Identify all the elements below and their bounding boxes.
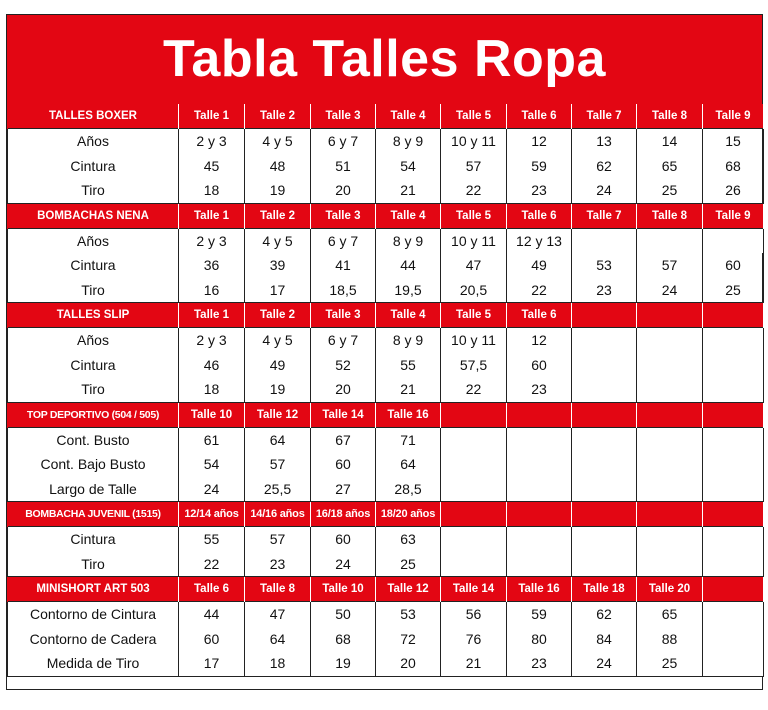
measure-value: 55 bbox=[179, 527, 245, 552]
table-row bbox=[8, 253, 764, 278]
size-header: Talle 9 bbox=[703, 104, 764, 129]
measure-value: 12 bbox=[507, 328, 572, 353]
empty-cell bbox=[441, 527, 507, 552]
section-header-row bbox=[8, 402, 764, 427]
measure-value: 23 bbox=[507, 651, 572, 676]
size-header: Talle 8 bbox=[637, 203, 703, 228]
measure-label: Años bbox=[8, 129, 179, 154]
table-row bbox=[8, 129, 764, 154]
measure-value: 60 bbox=[311, 527, 376, 552]
measure-value: 64 bbox=[376, 452, 441, 477]
size-header: Talle 6 bbox=[507, 303, 572, 328]
table-row bbox=[8, 477, 764, 502]
empty-cell bbox=[572, 228, 637, 253]
empty-cell bbox=[703, 377, 764, 402]
table-row bbox=[8, 278, 764, 303]
measure-label: Cont. Busto bbox=[8, 427, 179, 452]
size-header: Talle 5 bbox=[441, 104, 507, 129]
measure-value: 60 bbox=[703, 253, 764, 278]
measure-value: 24 bbox=[572, 178, 637, 203]
measure-value: 18 bbox=[179, 377, 245, 402]
section-header-row bbox=[8, 577, 764, 602]
page-title: Tabla Talles Ropa bbox=[7, 15, 762, 104]
empty-header-cell bbox=[703, 577, 764, 602]
table-row bbox=[8, 627, 764, 652]
empty-cell bbox=[703, 627, 764, 652]
empty-header-cell bbox=[637, 303, 703, 328]
size-header: Talle 10 bbox=[179, 402, 245, 427]
size-header: Talle 6 bbox=[179, 577, 245, 602]
size-header: Talle 9 bbox=[703, 203, 764, 228]
size-header: Talle 8 bbox=[245, 577, 311, 602]
measure-label: Años bbox=[8, 328, 179, 353]
empty-header-cell bbox=[507, 502, 572, 527]
empty-cell bbox=[703, 427, 764, 452]
measure-label: Cont. Bajo Busto bbox=[8, 452, 179, 477]
empty-cell bbox=[572, 328, 637, 353]
measure-value: 68 bbox=[703, 154, 764, 179]
measure-value: 62 bbox=[572, 602, 637, 627]
measure-value: 59 bbox=[507, 602, 572, 627]
empty-header-cell bbox=[703, 303, 764, 328]
measure-value: 39 bbox=[245, 253, 311, 278]
empty-header-cell bbox=[572, 502, 637, 527]
empty-cell bbox=[572, 477, 637, 502]
size-header: Talle 1 bbox=[179, 203, 245, 228]
section-title: TALLES SLIP bbox=[8, 303, 179, 328]
section-header-row bbox=[8, 203, 764, 228]
measure-value: 4 y 5 bbox=[245, 228, 311, 253]
size-header: Talle 18 bbox=[572, 577, 637, 602]
measure-label: Contorno de Cadera bbox=[8, 627, 179, 652]
measure-value: 21 bbox=[441, 651, 507, 676]
measure-value: 2 y 3 bbox=[179, 328, 245, 353]
size-header: Talle 2 bbox=[245, 303, 311, 328]
size-header: Talle 7 bbox=[572, 104, 637, 129]
empty-cell bbox=[703, 328, 764, 353]
measure-value: 8 y 9 bbox=[376, 129, 441, 154]
measure-value: 25 bbox=[376, 552, 441, 577]
measure-value: 54 bbox=[179, 452, 245, 477]
measure-value: 8 y 9 bbox=[376, 328, 441, 353]
table-row bbox=[8, 602, 764, 627]
measure-value: 17 bbox=[245, 278, 311, 303]
table-row bbox=[8, 452, 764, 477]
measure-value: 44 bbox=[179, 602, 245, 627]
measure-value: 48 bbox=[245, 154, 311, 179]
size-header: Talle 2 bbox=[245, 104, 311, 129]
measure-value: 65 bbox=[637, 602, 703, 627]
measure-value: 24 bbox=[572, 651, 637, 676]
table-row bbox=[8, 328, 764, 353]
empty-cell bbox=[441, 452, 507, 477]
measure-value: 13 bbox=[572, 129, 637, 154]
measure-value: 49 bbox=[245, 353, 311, 378]
measure-value: 6 y 7 bbox=[311, 129, 376, 154]
measure-value: 25,5 bbox=[245, 477, 311, 502]
measure-value: 4 y 5 bbox=[245, 328, 311, 353]
size-table bbox=[7, 104, 764, 677]
measure-value: 16 bbox=[179, 278, 245, 303]
measure-value: 72 bbox=[376, 627, 441, 652]
measure-value: 25 bbox=[637, 651, 703, 676]
size-header: Talle 7 bbox=[572, 203, 637, 228]
measure-value: 2 y 3 bbox=[179, 129, 245, 154]
measure-value: 57 bbox=[245, 527, 311, 552]
empty-cell bbox=[572, 427, 637, 452]
measure-value: 51 bbox=[311, 154, 376, 179]
empty-cell bbox=[572, 353, 637, 378]
measure-value: 24 bbox=[179, 477, 245, 502]
measure-value: 28,5 bbox=[376, 477, 441, 502]
section-header-row bbox=[8, 502, 764, 527]
measure-value: 18 bbox=[179, 178, 245, 203]
measure-label: Tiro bbox=[8, 178, 179, 203]
measure-label: Medida de Tiro bbox=[8, 651, 179, 676]
measure-value: 20 bbox=[376, 651, 441, 676]
measure-value: 46 bbox=[179, 353, 245, 378]
empty-cell bbox=[703, 477, 764, 502]
measure-value: 41 bbox=[311, 253, 376, 278]
measure-value: 45 bbox=[179, 154, 245, 179]
measure-value: 12 y 13 bbox=[507, 228, 572, 253]
empty-header-cell bbox=[637, 502, 703, 527]
measure-value: 22 bbox=[441, 178, 507, 203]
empty-cell bbox=[637, 377, 703, 402]
empty-cell bbox=[703, 452, 764, 477]
measure-label: Tiro bbox=[8, 552, 179, 577]
measure-value: 25 bbox=[637, 178, 703, 203]
measure-value: 62 bbox=[572, 154, 637, 179]
table-row bbox=[8, 427, 764, 452]
size-header: 12/14 años bbox=[179, 502, 245, 527]
measure-value: 10 y 11 bbox=[441, 129, 507, 154]
measure-value: 19 bbox=[245, 377, 311, 402]
table-row bbox=[8, 154, 764, 179]
measure-value: 53 bbox=[376, 602, 441, 627]
measure-value: 60 bbox=[507, 353, 572, 378]
table-row bbox=[8, 527, 764, 552]
measure-value: 57,5 bbox=[441, 353, 507, 378]
empty-cell bbox=[572, 452, 637, 477]
measure-value: 24 bbox=[637, 278, 703, 303]
empty-header-cell bbox=[703, 402, 764, 427]
measure-value: 23 bbox=[507, 178, 572, 203]
empty-cell bbox=[572, 527, 637, 552]
empty-header-cell bbox=[572, 303, 637, 328]
empty-cell bbox=[703, 651, 764, 676]
table-row bbox=[8, 178, 764, 203]
size-chart bbox=[6, 14, 763, 690]
section-header-row bbox=[8, 104, 764, 129]
empty-cell bbox=[703, 353, 764, 378]
measure-value: 67 bbox=[311, 427, 376, 452]
empty-cell bbox=[507, 427, 572, 452]
size-header: 18/20 años bbox=[376, 502, 441, 527]
size-header: Talle 12 bbox=[376, 577, 441, 602]
measure-value: 12 bbox=[507, 129, 572, 154]
empty-cell bbox=[507, 477, 572, 502]
measure-value: 6 y 7 bbox=[311, 328, 376, 353]
measure-label: Cintura bbox=[8, 154, 179, 179]
measure-value: 8 y 9 bbox=[376, 228, 441, 253]
empty-header-cell bbox=[441, 402, 507, 427]
empty-header-cell bbox=[572, 402, 637, 427]
table-row bbox=[8, 228, 764, 253]
measure-value: 14 bbox=[637, 129, 703, 154]
measure-value: 60 bbox=[179, 627, 245, 652]
measure-value: 17 bbox=[179, 651, 245, 676]
measure-label: Años bbox=[8, 228, 179, 253]
section-title: MINISHORT ART 503 bbox=[8, 577, 179, 602]
size-header: Talle 2 bbox=[245, 203, 311, 228]
size-header: Talle 14 bbox=[311, 402, 376, 427]
measure-value: 20,5 bbox=[441, 278, 507, 303]
size-header: Talle 4 bbox=[376, 104, 441, 129]
size-header: Talle 3 bbox=[311, 104, 376, 129]
measure-value: 23 bbox=[572, 278, 637, 303]
measure-value: 23 bbox=[245, 552, 311, 577]
measure-value: 47 bbox=[245, 602, 311, 627]
empty-cell bbox=[637, 427, 703, 452]
measure-label: Cintura bbox=[8, 353, 179, 378]
measure-value: 53 bbox=[572, 253, 637, 278]
size-header: Talle 5 bbox=[441, 203, 507, 228]
empty-header-cell bbox=[703, 502, 764, 527]
measure-value: 20 bbox=[311, 178, 376, 203]
measure-label: Tiro bbox=[8, 278, 179, 303]
measure-value: 84 bbox=[572, 627, 637, 652]
measure-value: 57 bbox=[637, 253, 703, 278]
measure-value: 76 bbox=[441, 627, 507, 652]
measure-value: 59 bbox=[507, 154, 572, 179]
empty-cell bbox=[507, 527, 572, 552]
size-header: Talle 4 bbox=[376, 303, 441, 328]
measure-value: 61 bbox=[179, 427, 245, 452]
size-header: Talle 3 bbox=[311, 203, 376, 228]
empty-cell bbox=[637, 353, 703, 378]
measure-value: 54 bbox=[376, 154, 441, 179]
measure-value: 49 bbox=[507, 253, 572, 278]
empty-cell bbox=[637, 527, 703, 552]
size-header: Talle 4 bbox=[376, 203, 441, 228]
measure-value: 52 bbox=[311, 353, 376, 378]
section-title: TALLES BOXER bbox=[8, 104, 179, 129]
measure-value: 20 bbox=[311, 377, 376, 402]
size-header: Talle 6 bbox=[507, 203, 572, 228]
size-header: Talle 20 bbox=[637, 577, 703, 602]
measure-value: 71 bbox=[376, 427, 441, 452]
measure-value: 21 bbox=[376, 178, 441, 203]
measure-label: Largo de Talle bbox=[8, 477, 179, 502]
measure-value: 2 y 3 bbox=[179, 228, 245, 253]
empty-cell bbox=[572, 552, 637, 577]
measure-value: 22 bbox=[179, 552, 245, 577]
size-header: Talle 8 bbox=[637, 104, 703, 129]
measure-value: 18 bbox=[245, 651, 311, 676]
measure-value: 19 bbox=[245, 178, 311, 203]
empty-cell bbox=[637, 452, 703, 477]
measure-value: 64 bbox=[245, 627, 311, 652]
measure-label: Tiro bbox=[8, 377, 179, 402]
size-header: Talle 16 bbox=[507, 577, 572, 602]
section-title: BOMBACHA JUVENIL (1515) bbox=[8, 502, 179, 527]
measure-value: 57 bbox=[441, 154, 507, 179]
measure-value: 80 bbox=[507, 627, 572, 652]
measure-value: 22 bbox=[441, 377, 507, 402]
measure-value: 88 bbox=[637, 627, 703, 652]
measure-value: 64 bbox=[245, 427, 311, 452]
measure-value: 10 y 11 bbox=[441, 228, 507, 253]
empty-cell bbox=[703, 228, 764, 253]
measure-value: 23 bbox=[507, 377, 572, 402]
size-header: Talle 12 bbox=[245, 402, 311, 427]
measure-label: Cintura bbox=[8, 253, 179, 278]
size-header: Talle 6 bbox=[507, 104, 572, 129]
measure-value: 22 bbox=[507, 278, 572, 303]
empty-header-cell bbox=[507, 402, 572, 427]
measure-value: 68 bbox=[311, 627, 376, 652]
measure-value: 65 bbox=[637, 154, 703, 179]
measure-value: 44 bbox=[376, 253, 441, 278]
measure-value: 10 y 11 bbox=[441, 328, 507, 353]
empty-cell bbox=[572, 377, 637, 402]
measure-value: 24 bbox=[311, 552, 376, 577]
measure-value: 27 bbox=[311, 477, 376, 502]
section-header-row bbox=[8, 303, 764, 328]
empty-cell bbox=[441, 552, 507, 577]
empty-cell bbox=[441, 427, 507, 452]
size-header: Talle 1 bbox=[179, 303, 245, 328]
empty-cell bbox=[703, 602, 764, 627]
size-header: 14/16 años bbox=[245, 502, 311, 527]
empty-cell bbox=[637, 552, 703, 577]
measure-value: 19 bbox=[311, 651, 376, 676]
table-row bbox=[8, 552, 764, 577]
measure-value: 26 bbox=[703, 178, 764, 203]
measure-value: 60 bbox=[311, 452, 376, 477]
measure-value: 6 y 7 bbox=[311, 228, 376, 253]
size-header: Talle 5 bbox=[441, 303, 507, 328]
section-title: TOP DEPORTIVO (504 / 505) bbox=[8, 402, 179, 427]
empty-cell bbox=[703, 552, 764, 577]
measure-label: Cintura bbox=[8, 527, 179, 552]
table-row bbox=[8, 353, 764, 378]
empty-header-cell bbox=[441, 502, 507, 527]
measure-value: 47 bbox=[441, 253, 507, 278]
empty-cell bbox=[507, 552, 572, 577]
measure-value: 55 bbox=[376, 353, 441, 378]
measure-value: 18,5 bbox=[311, 278, 376, 303]
table-row bbox=[8, 651, 764, 676]
measure-value: 50 bbox=[311, 602, 376, 627]
measure-value: 56 bbox=[441, 602, 507, 627]
table-row bbox=[8, 377, 764, 402]
size-header: Talle 14 bbox=[441, 577, 507, 602]
empty-cell bbox=[703, 527, 764, 552]
empty-cell bbox=[637, 328, 703, 353]
empty-cell bbox=[507, 452, 572, 477]
measure-value: 25 bbox=[703, 278, 764, 303]
measure-value: 4 y 5 bbox=[245, 129, 311, 154]
measure-value: 63 bbox=[376, 527, 441, 552]
size-header: Talle 1 bbox=[179, 104, 245, 129]
empty-cell bbox=[637, 228, 703, 253]
measure-value: 57 bbox=[245, 452, 311, 477]
empty-cell bbox=[441, 477, 507, 502]
size-header: 16/18 años bbox=[311, 502, 376, 527]
size-header: Talle 16 bbox=[376, 402, 441, 427]
size-header: Talle 3 bbox=[311, 303, 376, 328]
measure-value: 19,5 bbox=[376, 278, 441, 303]
measure-label: Contorno de Cintura bbox=[8, 602, 179, 627]
section-title: BOMBACHAS NENA bbox=[8, 203, 179, 228]
measure-value: 15 bbox=[703, 129, 764, 154]
empty-cell bbox=[637, 477, 703, 502]
measure-value: 21 bbox=[376, 377, 441, 402]
measure-value: 36 bbox=[179, 253, 245, 278]
empty-header-cell bbox=[637, 402, 703, 427]
size-header: Talle 10 bbox=[311, 577, 376, 602]
